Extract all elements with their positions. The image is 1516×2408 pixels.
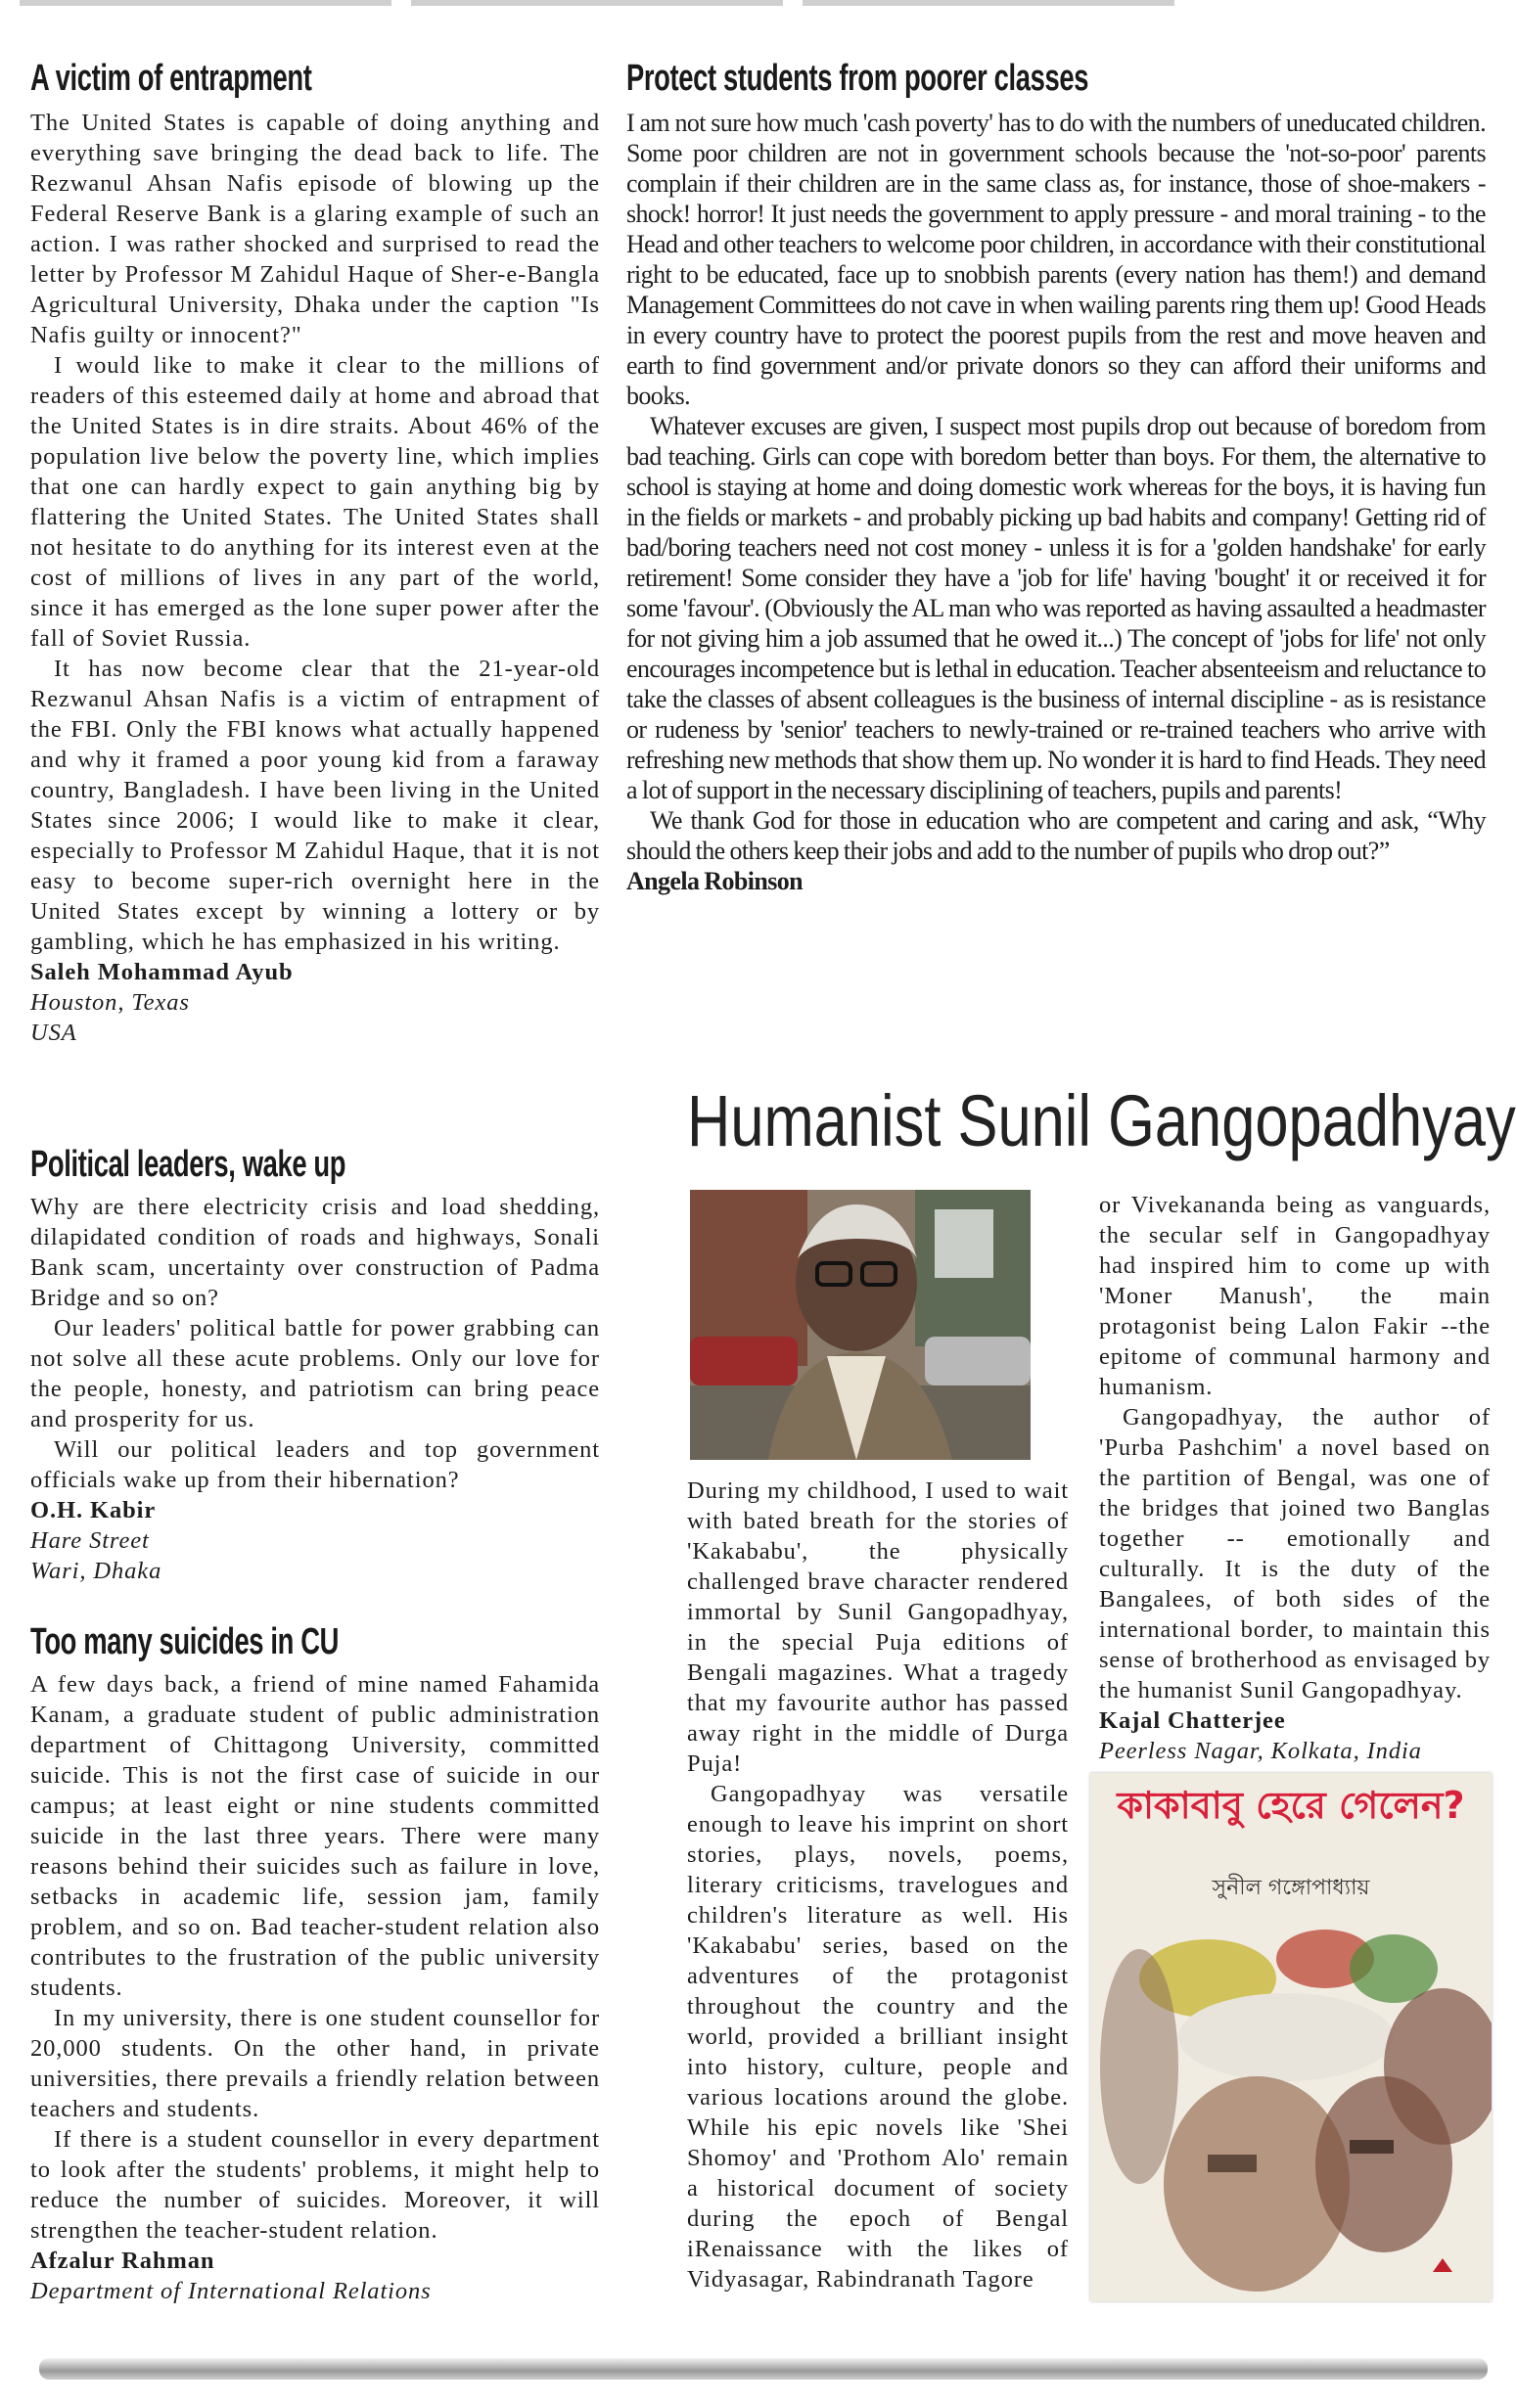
paragraph: In my university, there is one student counsellor for 20,000 students. On the other hand, in private universities, there prevails a friendly relation between teachers and students. [30, 2005, 600, 2122]
letter-title: Too many suicides in CU [30, 1621, 340, 1662]
paragraph: Gangopadhyay was versatile enough to leave his imprint on short stories, plays, novels, poems, literary criticisms, travelogues and children's literature as well. His 'Kakababu' series, based on the adventures of the protagonist throughout the country and the world, provided a brilliant insight into history, culture, people and various locations around the globe. While his epic novels like 'Shei Shomoy' and 'Prothom Alo' remain a historical document of society during the epoch of Bengal iRenaissance with the likes of Vidyasagar, Rabindranath Tagore [687, 1781, 1069, 2293]
author-location: Department of International Relations [30, 2278, 432, 2304]
book-cover-image [1090, 1773, 1492, 2301]
letter-body [30, 1669, 600, 2306]
letter-title: Protect students from poorer classes [626, 58, 1089, 99]
letter-title: A victim of entrapment [30, 58, 312, 99]
letter-body [30, 1192, 600, 1586]
author-name: Kajal Chatterjee [1099, 1707, 1286, 1734]
author-location: Peerless Nagar, Kolkata, India [1099, 1738, 1422, 1764]
author-photo [690, 1190, 1031, 1460]
letter-political-leaders [30, 1143, 600, 1586]
book-cover-title: কাকাবাবু হেরে গেলেন? [1117, 1784, 1465, 1827]
author-name: Angela Robinson [626, 867, 803, 895]
paragraph: During my childhood, I used to wait with bated breath for the stories of 'Kakababu', the physically challenged brave character rendered immortal by Sunil Gangopadhyay, in the special Puja editions of Bengali magazines. What a tragedy that my favourite author has passed away right in the middle of Durga Puja! [687, 1477, 1069, 1777]
paragraph: Our leaders' political battle for power grabbing can not solve all these acute problems. Only our love for the people, honesty, and patriotism can bring peace and prosperity for us. [30, 1315, 600, 1432]
paragraph: Will our political leaders and top government officials wake up from their hibernation? [30, 1436, 600, 1493]
author-name: Saleh Mohammad Ayub [30, 959, 294, 985]
paragraph: We thank God for those in education who are competent and caring and ask, “Why should the others keep their jobs and add to the number of pupils who drop out?” [626, 806, 1486, 865]
author-name: O.H. Kabir [30, 1497, 157, 1523]
cropped-previous-text [0, 0, 1516, 8]
paragraph: or Vivekananda being as vanguards, the secular self in Gangopadhyay had inspired him to come up with 'Moner Manush', the main protagonist being Lalon Fakir --the epitome of communal harmony and humanism. [1099, 1192, 1491, 1400]
paragraph: I would like to make it clear to the millions of readers of this esteemed daily at home and abroad that the United States is in dire straits. About 46% of the population live below the poverty line, which implies that one can hardly expect to gain anything big by flattering the United States. The United States shall not hesitate to do anything for its interest even at the cost of millions of lives in any part of the world, since it has emerged as the lone super power after the fall of Soviet Russia. [30, 352, 600, 652]
feature-column-2 [1099, 1190, 1491, 1766]
letter-victim-of-entrapment [30, 57, 600, 1048]
letter-body [626, 108, 1486, 896]
letter-body [30, 108, 600, 1048]
book-cover-author: সুনীল গঙ্গোপাধ্যায় [1212, 1876, 1370, 1900]
paragraph: Why are there electricity crisis and load shedding, dilapidated condition of roads and highways, Sonali Bank scam, uncertainty over construction of Padma Bridge and so on? [30, 1194, 600, 1311]
author-location: Hare Street [30, 1527, 150, 1554]
letter-suicides-in-cu [30, 1620, 600, 2306]
paragraph: Gangopadhyay, the author of 'Purba Pashchim' a novel based on the partition of Bengal, was one of the bridges that joined two Banglas together -- emotionally and culturally. It is the duty of the Bangalees, of both sides of the international border, to maintain this sense of brotherhood as envisaged by the humanist Sunil Gangopadhyay. [1099, 1404, 1491, 1704]
author-name: Afzalur Rahman [30, 2248, 215, 2274]
page-bottom-shadow [39, 2358, 1488, 2380]
letter-title: Political leaders, wake up [30, 1144, 346, 1185]
feature-column-1 [687, 1476, 1069, 2294]
paragraph: Whatever excuses are given, I suspect most pupils drop out because of boredom from bad teaching. Girls can cope with boredom better than boys. For them, the alternative to school is staying at home and doing domestic work whereas for the boys, it is having fun in the fields or markets - and probably picking up bad habits and company! Getting rid of bad/boring teachers need not cost money - unless it is for a 'golden handshake' for early retirement! Some consider they have a 'job for life' having 'bought' it or received it for some 'favour'. (Obviously the AL man who was reported as having assaulted a headmaster for not giving him a job assumed that he owed it...) The concept of 'jobs for life' not only encourages incompetence but is lethal in education. Teacher absenteeism and reluctance to take the classes of absent colleagues is the business of internal discipline - as is resistance or rudeness by 'senior' teachers to newly-trained or re-trained teachers who arrive with refreshing new methods that show them up. No wonder it is hard to find Heads. They need a lot of support in the necessary disciplining of teachers, pupils and parents! [626, 412, 1486, 804]
paragraph: If there is a student counsellor in every department to look after the students' problems, it might help to reduce the number of suicides. Moreover, it will strengthen the teacher-student relation. [30, 2126, 600, 2244]
paragraph: I am not sure how much 'cash poverty' has to do with the numbers of uneducated children. Some poor children are not in government schools because the 'not-so-poor' parents complain if their children are in the same class as, for instance, those of shoe-makers - shock! horror! It just needs the government to apply pressure - and moral training - to the Head and other teachers to welcome poor children, in accordance with their constitutional right to be educated, face up to snobbish parents (every nation has them!) and demand Management Committees do not cave in when wailing parents ring them up! Good Heads in every country have to protect the poorest pupils from the rest and move heaven and earth to find government and/or private donors so they can afford their uniforms and books. [626, 109, 1486, 410]
paragraph: The United States is capable of doing anything and everything save bringing the dead back to life. The Rezwanul Ahsan Nafis episode of blowing up the Federal Reserve Bank is a glaring example of such an action. I was rather shocked and surprised to read the letter by Professor M Zahidul Haque of Sher-e-Bangla Agricultural University, Dhaka under the caption "Is Nafis guilty or innocent?" [30, 110, 600, 348]
author-location: USA [30, 1020, 77, 1046]
feature-headline: Humanist Sunil Gangopadhyay [687, 1080, 1516, 1161]
paragraph: It has now become clear that the 21-year-old Rezwanul Ahsan Nafis is a victim of entrapment of the FBI. Only the FBI knows what actually happened and why it framed a poor young kid from a faraway country, Bangladesh. I have been living in the United States since 2006; I would like to make it clear, especially to Professor M Zahidul Haque, that it is not easy to become super-rich overnight here in the United States except by winning a lottery or by gambling, which he has emphasized in his writing. [30, 656, 600, 955]
author-location: Houston, Texas [30, 989, 190, 1016]
paragraph: A few days back, a friend of mine named Fahamida Kanam, a graduate student of public administration department of Chittagong University, committed suicide. This is not the first case of suicide in our campus; at least eight or nine students committed suicide in the last three years. There were many reasons behind their suicides such as failure in love, setbacks in academic life, session jam, family problem, and so on. Bad teacher-student relation also contributes to the frustration of the public university students. [30, 1671, 600, 2001]
letter-protect-students [626, 57, 1486, 896]
author-location: Wari, Dhaka [30, 1558, 162, 1584]
